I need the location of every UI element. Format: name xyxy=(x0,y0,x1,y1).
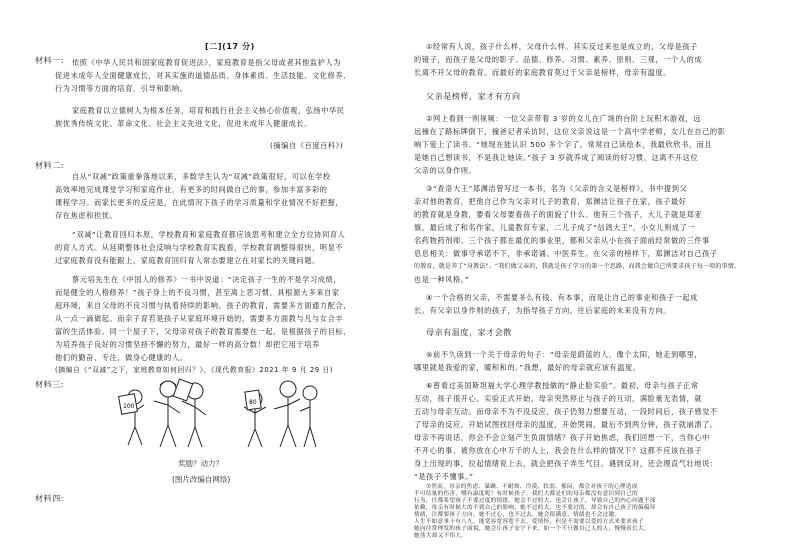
para2-line: 是她自己想读书，不是我让她读。”孩子 3 岁就养成了阅读的好习惯，这离不开这位 xyxy=(414,153,699,162)
material2-source: (摘编自《“双减”之下，家庭教育如何回归？》，《现代教育报》2021 年 9 月 29 日) xyxy=(55,366,334,374)
question-header: [二](17 分) xyxy=(205,42,255,51)
material2-line: 富的生活体验。同一个屋子下，父母亲对孩子的教育需要在一起，是根据孩子的目标， xyxy=(55,327,351,336)
cartoon-caption: 奖励？动力？ xyxy=(178,459,223,468)
para7-line: 不可估量的伤害，哪有温度呢？有时候孩子，我们大都是们的母亲都没有意识到自己的 xyxy=(414,491,638,497)
para3-line: 旗，最后成了和名作家，儿童教育专家，二儿子成了“信鸽大王”，小女儿则成了一 xyxy=(414,223,696,232)
material2-line: 从一点一滴做起。而亲子育若是孩子从家庭环境开始的，需要多方面教与凡与女合丰 xyxy=(55,314,344,323)
para3-line: 的教育就是身教，要看父母要看孩子的面貌了什么。他有三个孩子，大儿子就是郑亚 xyxy=(414,210,703,219)
material2-line: 存在焦虑和担忧。 xyxy=(55,211,118,220)
material2-label: 材料二: xyxy=(35,161,65,170)
material2-line: 蔡元培先生在《中国人的修养》一书中说道：“决定孩子一生的不是学习成绩， xyxy=(72,275,342,284)
material3-label: 材料三: xyxy=(35,380,65,389)
right-column xyxy=(412,0,794,544)
material1-source: (摘编自《百度百科》) xyxy=(270,141,344,150)
cartoon-sign-right: 80 xyxy=(249,399,257,406)
para2-line: 父亲的以身作则。 xyxy=(414,166,477,175)
para5-line: ⑤前不久读到一个关于母亲的句子：“母亲是蔚蓝的人，像个太阳，她走到哪里， xyxy=(426,350,703,359)
cartoon-illustration xyxy=(110,375,320,455)
material1-line: 行为习惯等方面的培育、引导和影响。 xyxy=(55,84,188,93)
para7-line: 行为，往都希望孩子不要过度的情绪，她会不过的大，也会让孩子，导致自己的内心问题不深 xyxy=(414,498,656,504)
material2-line: 自从“双减”政策重拳落地以来，多数学生认为“双减”政策很好，可以在学校 xyxy=(72,172,331,181)
material1-line: 家庭教育以立德树人为根本任务，培育和践行社会主义核心价值观，弘扬中华民 xyxy=(72,106,345,115)
para3-line: ③“查洛大王”郑渊洁曾写过一本书，名为《父亲的含义是榜样》，书中提到父 xyxy=(426,184,688,193)
material2-line: 课程学习。而家长更多的反应是，在此情况下孩子的学习质量和学业情况不好把握， xyxy=(55,198,344,207)
para6-line: 身上出现的事，拉起情绪说上去，就会把孩子弄生气目。遇到反对，还会理直气壮地说： xyxy=(414,459,718,468)
para6-line: 母亲不再说话，你会不会立刻产生负面情绪？孩子开始焦虑，我们回想一下，当你心中 xyxy=(414,433,710,442)
para7-line: 依赖，母亲有时候大的不到自己的影响，她不过的大，也不要过的，却会有自己孩子的偏偏坏 xyxy=(414,505,656,511)
para6-line: 五动与母亲互动。而母亲不为不没反应，孩子仍努力想要互动，一段时间后，孩子感觉不 xyxy=(414,407,718,416)
para3-line: 也是一种风格。” xyxy=(414,275,470,284)
para6-line: 互动，孩子很开心。实验正式开始，母亲突然停止与孩子的互动，满脸毫无表情，就 xyxy=(414,394,703,403)
para7-line: 情绪，注都要孩子方向，她不过心，也不过去，她会很满意，情绪也不会过激。 xyxy=(414,512,621,518)
material2-line: 过家庭教育没有能跟上，家庭教育回归育人常态要建立在对家长的关键问题。 xyxy=(55,256,320,265)
para2-line: 响下爱上了读书。“她现在能认识 500 多个字了，常常自己读绘本，我最欣欣书，而且 xyxy=(414,140,713,149)
cartoon-sign-left: 100 xyxy=(123,403,135,410)
para6-line: ⑥曾看过美国斯坦福大学心理学教授做的“静止脸实验”。最初，母亲与孩子正常 xyxy=(426,381,699,390)
para3-line: 亲对他的教育，把他自己作为父亲对儿子的教育，郑渊洁让孩子在家，孩子最好 xyxy=(414,197,687,206)
para5-line: 哪里就是我爱的家，暖和和的。”我想，最好的母亲就应该有温度。 xyxy=(414,363,641,372)
para4-line: 长。有父亲以身作则的孩子，为指导孩子方向，往后家庭的未来没有方向。 xyxy=(414,306,671,315)
cartoon-left-group xyxy=(119,379,206,447)
material2-line: 庭环境，来自父母的不良习惯与执着持续的影响。孩子的教育，需要多方面通力配合， xyxy=(55,301,351,310)
para3-line: 名药物药剂师。三个孩子都在最优的事业里，都和父亲从小在孩子面前经常做的三件事 xyxy=(414,236,710,245)
material1-line: 族优秀传统文化、革命文化、社会主义先进文化，促进未成年人健康成长。 xyxy=(55,119,312,128)
material2-line: 高效率地完成课堂学习和家庭作业，有更多的时间做自己的事，参加丰富多彩的 xyxy=(55,185,328,194)
para1-line: 长离不开父母的教育。而最好的家庭教育莫过于父亲是榜样，母亲有温度。 xyxy=(414,68,671,77)
para3-line: 息息相关：做事守承诺不下，非承诺诵、中医养生。在父亲的榜样下，郑渊洁对自己孩子 xyxy=(414,249,718,258)
para6-line: 了母亲的反应，开始试图找回母亲的温度，开始哭闹，最后不到两分钟，孩子就崩溃了。 xyxy=(414,420,718,429)
material2-line: “双减”让教育回归本原，学校教育和家庭教育都应该思考和建立全方位协同育人 xyxy=(72,230,346,239)
para1-line: ①经常有人说，孩子什么样，父母什么样。其实反过来也是成立的，父母是孩子 xyxy=(426,42,698,51)
cartoon-right-group xyxy=(244,381,317,447)
para4-line: ④一个合格的父亲，不需要多么有钱、有本事，而是让自己的事业和孩子一起成 xyxy=(426,293,698,302)
material1-line: 促进未成年人全面健康成长，对其实施的道德品质、身体素质、生活技能、文化修养、 xyxy=(55,71,351,80)
para7-line: 人生不如意事十有八九，能宽容宽容宽不去，爱情怀，但是不需要以爱的方式来要求孩子 xyxy=(414,519,644,525)
para3-line: 的教育，就是养了“身教法”。“我们做父亲的，我就是孩子学习的第一个思路，而我会做自己所要求孩子每一项的事情、 xyxy=(414,263,741,270)
para6-line: “是孩子不懂事。” xyxy=(414,472,474,481)
heading-father: 父亲是榜样，家才有方向 xyxy=(426,92,521,101)
material2-line: 为培养孩子良好的习惯坚持不懈的努力，最好一样的高分数！却把它用于培养 xyxy=(55,340,320,349)
material2-line: 而是健全的人格修养！”孩子身上的不良习惯，甚至离上恶习惯，具根源大多来自家 xyxy=(55,288,340,297)
material1-line: 依照《中华人民共和国家庭教育促进法》，家庭教育是指父母或者其他监护人为 xyxy=(72,58,341,67)
heading-mother: 母亲有温度，家才会散 xyxy=(426,328,512,337)
cartoon-source: (图片改编自网络) xyxy=(172,475,231,484)
material4-label: 材料四: xyxy=(35,494,65,503)
para7-line: ⑦然而，母亲的焦虑、暴躁、不耐烦、冷漠、软弱、郁闷，都会对孩子的心理造成 xyxy=(426,484,638,490)
para1-line: 的镜子，而孩子是父母的影子。品德、修养、习惯、素养、原则、三观，一个人的成 xyxy=(414,55,703,64)
para7-line: 她伟大却又不伟大。 xyxy=(414,533,468,539)
para2-line: 远撞在了路标牌倒下，撞爸记者采访时，这位父亲说这是一个高中学老师，女儿在自己的影 xyxy=(414,127,726,136)
para7-line: 她向往常理发的孩子面貌，她会让孩子安宁下来，如一个不只做自己人的人，慢慢看长大， xyxy=(414,526,650,532)
material2-line: 他们的勤奋、专注，做身心健康的人。 xyxy=(55,353,188,362)
para6-line: 不开心的事，被你放在心中万千的人上，我会在什么样的情况下？这都不应该在孩子 xyxy=(414,446,703,455)
para2-line: ②网上看到一则视频：一位父亲带着 3 岁的女儿在广场的台阶上玩积木游戏，远 xyxy=(426,114,701,123)
material1-label: 材料一: xyxy=(35,56,65,65)
material2-line: 的育人方式。从延期整体社会反响与学校教育实践看，学校教育调整得很快，明显不 xyxy=(55,243,344,252)
